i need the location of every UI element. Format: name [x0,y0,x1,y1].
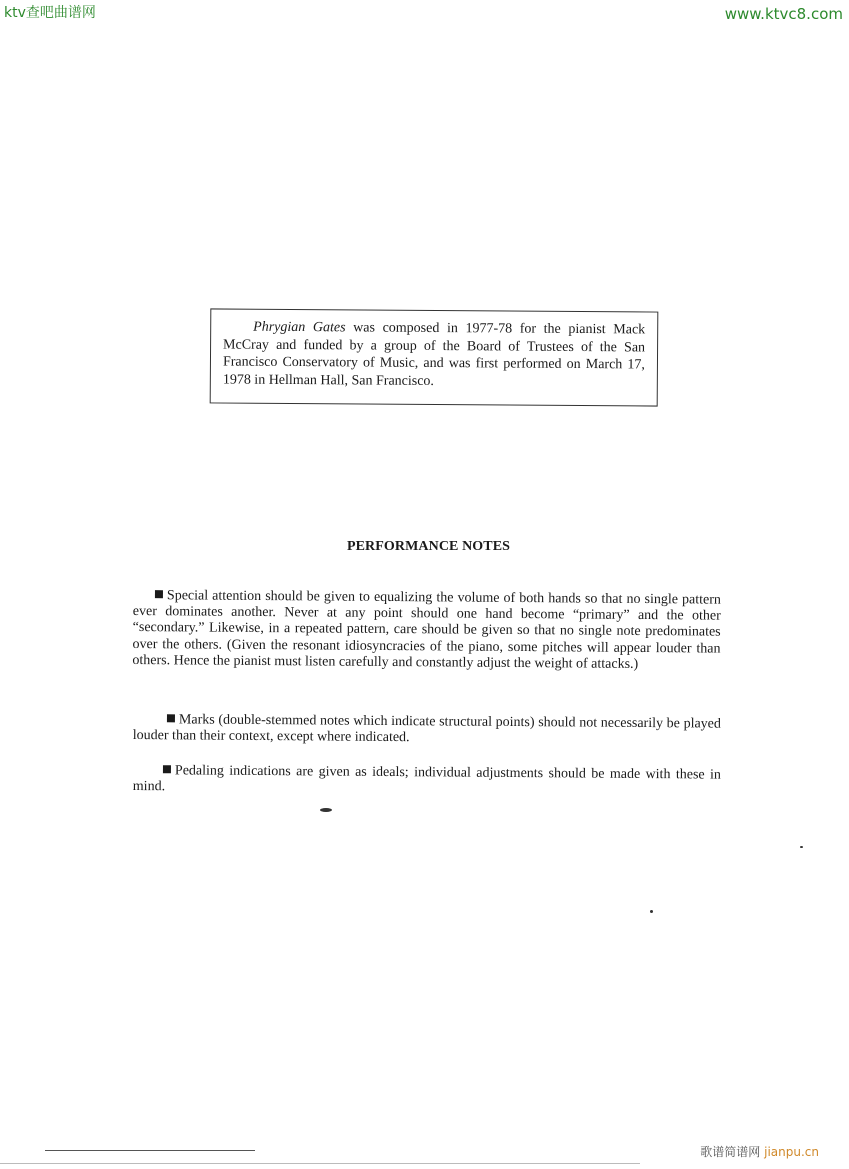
credit-body: was composed in 1977-78 for the pianist Mack McCray and funded by a group of the Board of Trustees of the San Francisco Conservatory of Music, and was first performed on March 17, 1978 in Hellman Hall, San Francisco. [222,320,646,389]
watermark-top-right: www.ktvc8.com [724,5,843,23]
watermark-top-left: ktv查吧曲谱网 [4,5,96,21]
square-bullet-icon [167,714,175,722]
note-text: Marks (double-stemmed notes which indicate structural points) should not necessarily be played louder than their context, except where indicated. [132,712,721,746]
square-bullet-icon [163,765,171,773]
bottom-rule [45,1150,255,1151]
ink-speck [650,910,653,913]
ink-speck [800,846,803,848]
performance-note-3 [133,763,721,800]
watermark-bottom-right [700,1144,819,1160]
page-edge-line [0,1163,640,1164]
watermark-site-name: 歌谱简谱网 [700,1145,765,1159]
watermark-site-url: jianpu.cn [764,1145,819,1159]
square-bullet-icon [155,590,163,598]
performance-notes-title: PERFORMANCE NOTES [346,539,511,554]
composition-credit-box [210,308,659,406]
ink-smudge [320,808,332,812]
credit-text [223,319,645,392]
performance-note-1 [132,588,721,674]
note-text: Pedaling indications are given as ideals; individual adjustments should be made with these in mind. [132,763,721,795]
note-text: Special attention should be given to equalizing the volume of both hands so that no single pattern ever dominates another. Never at any point should one hand become “primary” and the other “secondary.” Likewise, in a repeated pattern, care should be given so that no single note predominates over the others. (Given the resonant idiosyncracies of the piano, some pitches will appear louder than others. Hence the pianist must listen carefully and constantly adjust the weight of attacks.) [132,588,721,672]
piece-title: Phrygian Gates [253,319,346,336]
performance-note-2 [133,712,721,749]
